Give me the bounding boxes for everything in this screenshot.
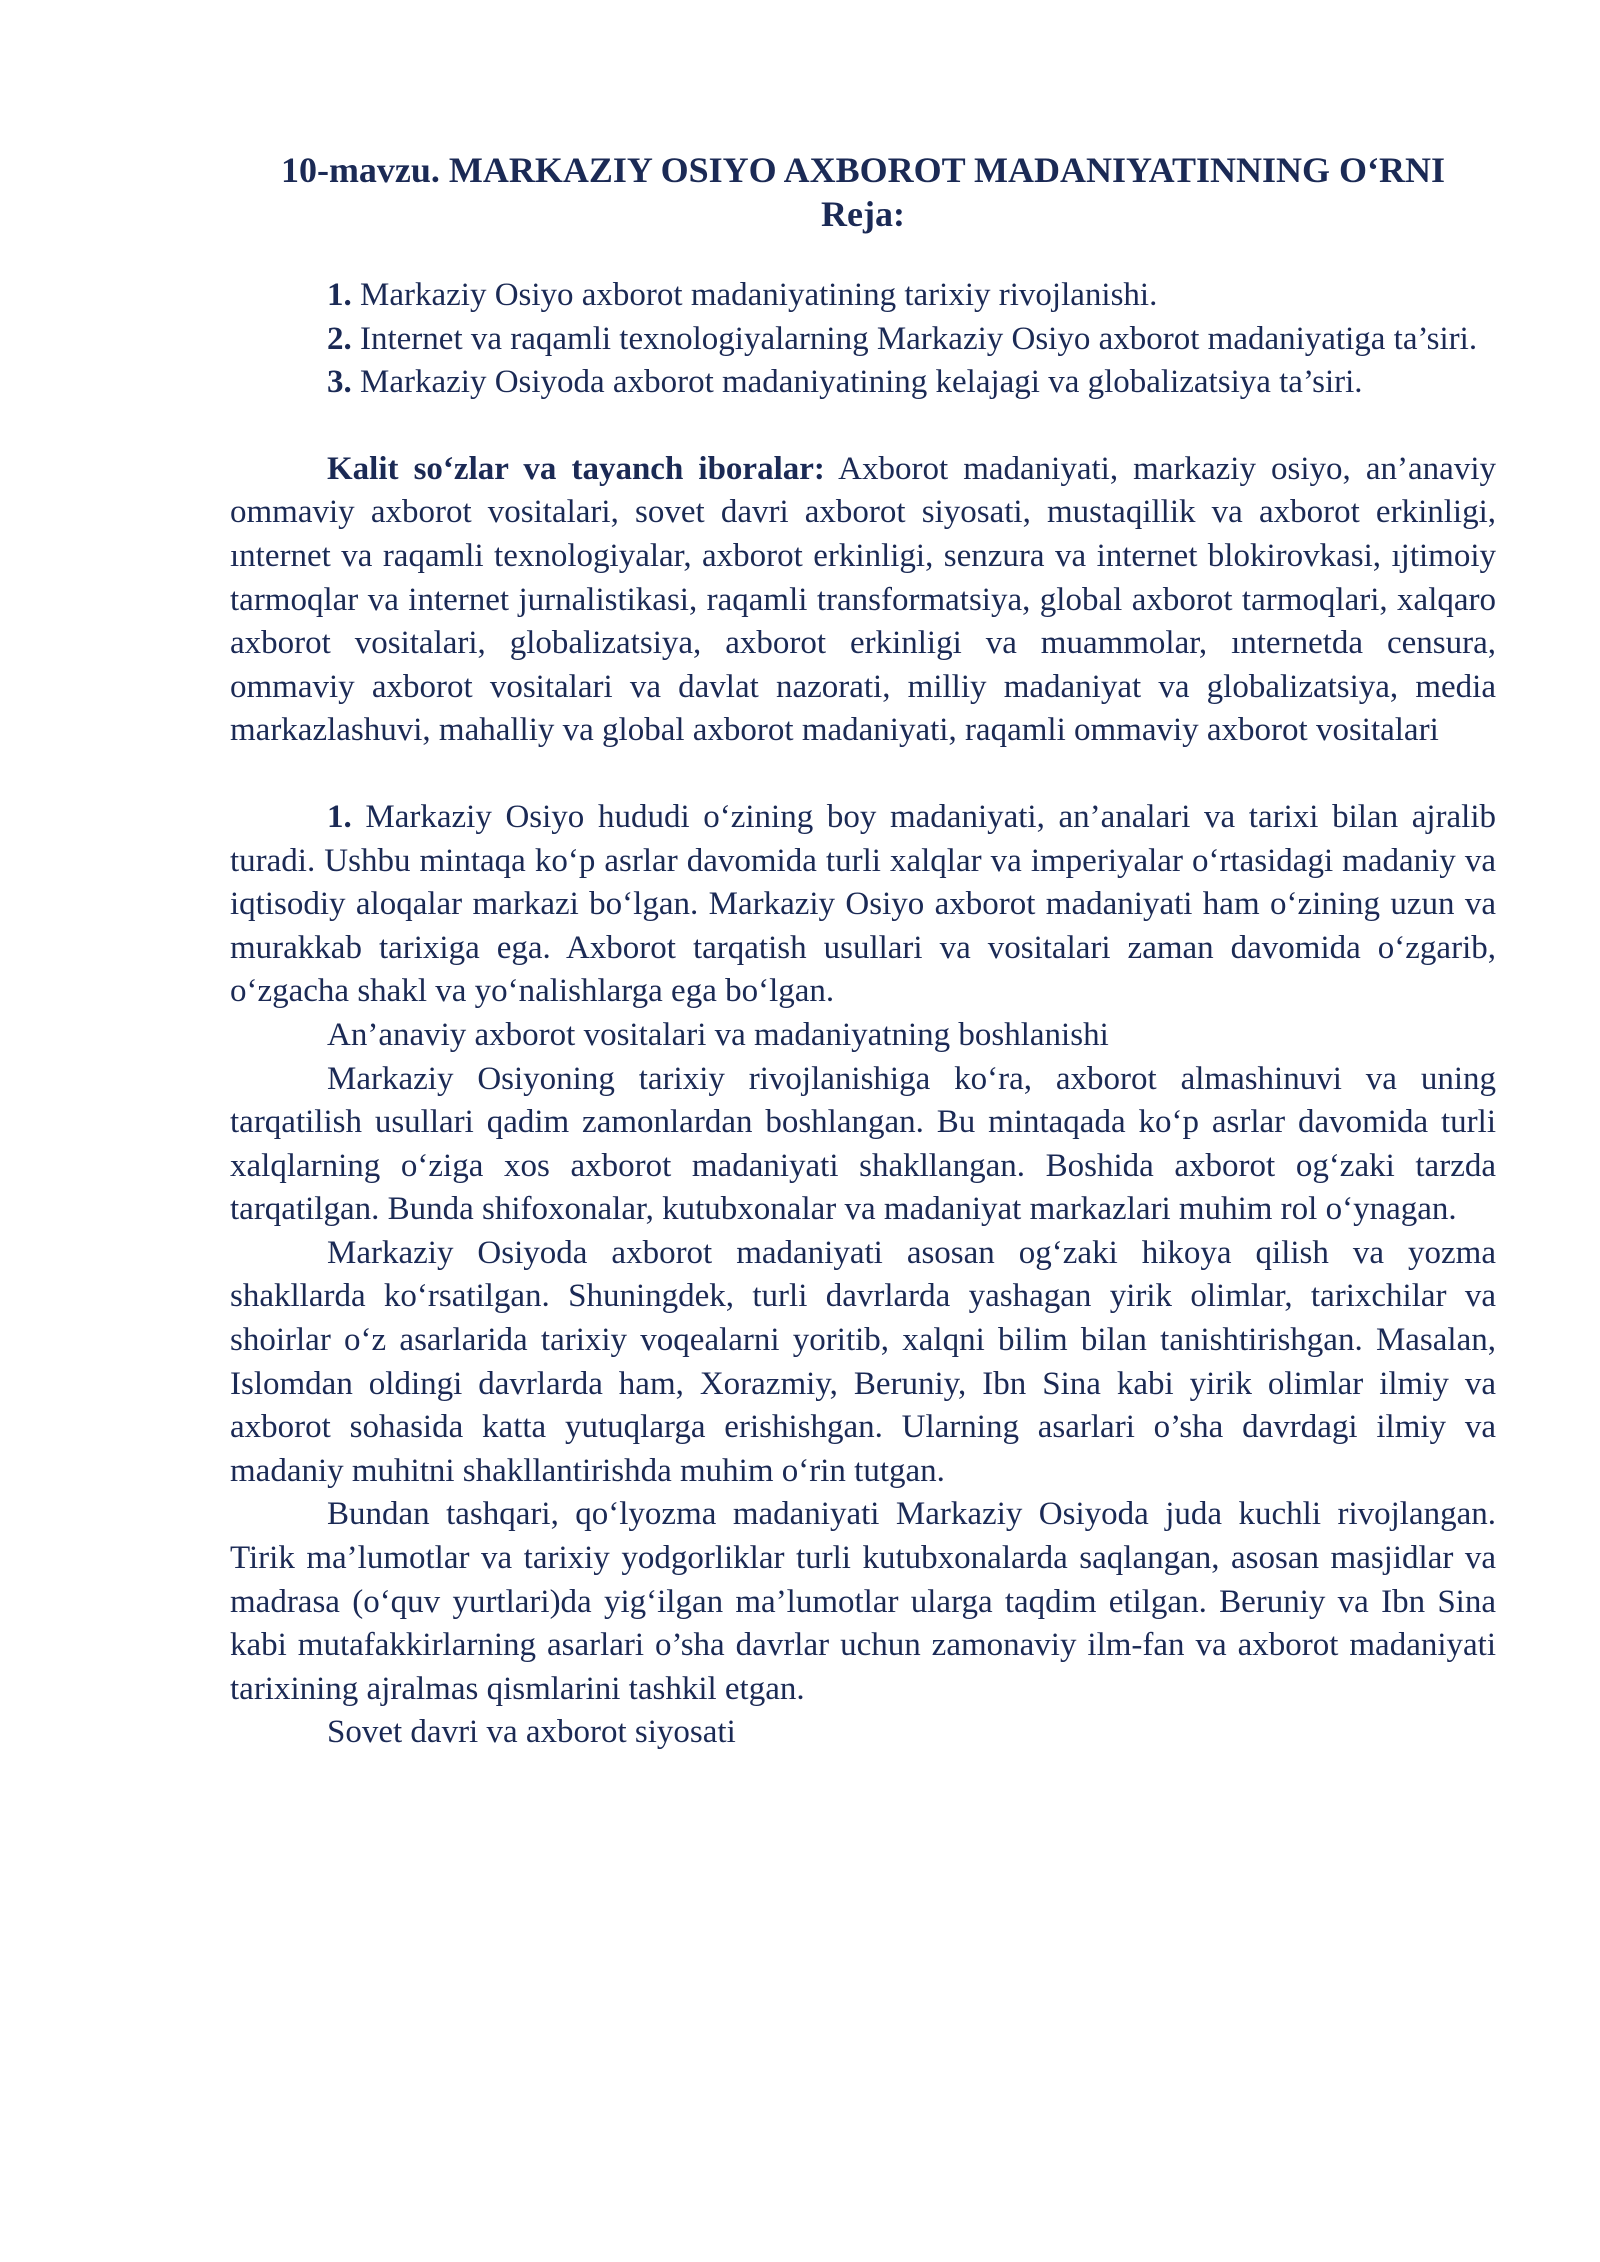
plan-item-text: Markaziy Osiyo axborot madaniyatining tarixiy rivojlanishi. (351, 277, 1158, 313)
keywords-text: Axborot madaniyati, markaziy osiyo, an’anaviy ommaviy axborot vositalari, sovet davri axborot siyosati, mustaqillik va axborot erkinligi, ınternet va raqamli texnologiyalar, axborot erkinligi, senzura va internet blokirovkasi, ıjtimoiy tarmoqlar va internet jurnalistikasi, raqamli transformatsiya, global axborot tarmoqlari, xalqaro axborot vositalari, globalizatsiya, axborot erkinligi va muammolar, ınternetda censura, ommaviy axborot vositalari va davlat nazorati, milliy madaniyat va globalizatsiya, media markazlashuvi, mahalliy va global axborot madaniyati, raqamli ommaviy axborot vositalari (230, 450, 1496, 749)
plan-item-text: Internet va raqamli texnologiyalarning Markaziy Osiyo axborot madaniyatiga ta’siri. (351, 320, 1478, 357)
spacer (230, 405, 1496, 448)
body-paragraph: Markaziy Osiyoda axborot madaniyati asosan og‘zaki hikoya qilish va yozma shakllarda ko‘rsatilgan. Shuningdek, turli davrlarda yashagan yirik olimlar, tarixchilar va shoirlar o‘z asarlarida tarixiy voqealarni yoritib, xalqni bilim bilan tanishtirishgan. Masalan, Islomdan oldingi davrlarda ham, Xorazmiy, Beruniy, Ibn Sina kabi yirik olimlar ilmiy va axborot sohasida katta yutuqlarga erishishgan. Ularning asarlari o’sha davrdagi ilmiy va madaniy muhitni shakllantirishda muhim o‘rin tutgan. (230, 1234, 1496, 1489)
plan-item-number: 1. (327, 277, 352, 313)
document-page (230, 148, 1496, 1755)
keywords-label: Kalit so‘zlar va tayanch iboralar: (327, 450, 825, 487)
spacer (230, 753, 1496, 796)
plan-item-3 (230, 361, 1496, 405)
plan-heading: Reja: (821, 194, 905, 234)
plan-item-text: Markaziy Osiyoda axborot madaniyatining kelajagi va globalizatsiya ta’siri. (351, 364, 1363, 401)
plan-item-number: 2. (327, 320, 352, 357)
plan-item-number: 3. (327, 364, 352, 401)
plan-list (230, 274, 1496, 405)
document-title: 10-mavzu. MARKAZIY OSIYO AXBOROT MADANIYATINNING O‘RNI (280, 150, 1446, 190)
subheading-soviet-period: Sovet davri va axborot siyosati (327, 1714, 736, 1751)
section-number: 1. (327, 798, 352, 835)
section-intro-text: Markaziy Osiyo hududi o‘zining boy madaniyati, an’analari va tarixi bilan ajralib turadi. Ushbu mintaqa ko‘p asrlar davomida turli xalqlar va imperiyalar o‘rtasidagi madaniy va iqtisodiy aloqalar markazi bo‘lgan. Markaziy Osiyo axborot madaniyati ham o‘zining uzun va murakkab tarixiga ega. Axborot tarqatish usullari va vositalari zaman davomida o‘zgarib, o‘zgacha shakl va yo‘nalishlarga ega bo‘lgan. (230, 798, 1496, 1010)
subheading-traditional-media: An’anaviy axborot vositalari va madaniyatning boshlanishi (327, 1016, 1109, 1053)
plan-item-2 (230, 318, 1496, 362)
plan-item-1 (230, 274, 1496, 318)
body-paragraph: Bundan tashqari, qo‘lyozma madaniyati Markaziy Osiyoda juda kuchli rivojlangan. Tirik ma’lumotlar va tarixiy yodgorliklar turli kutubxonalarda saqlangan, asosan masjidlar va madrasa (o‘quv yurtlari)da yig‘ilgan ma’lumotlar ularga taqdim etilgan. Beruniy va Ibn Sina kabi mutafakkirlarning asarlari o’sha davrlar uchun zamonaviy ilm-fan va axborot madaniyati tarixining ajralmas qismlarini tashkil etgan. (230, 1496, 1496, 1707)
body-paragraph: Markaziy Osiyoning tarixiy rivojlanishiga ko‘ra, axborot almashinuvi va uning tarqatilish usullari qadim zamonlardan boshlangan. Bu mintaqada ko‘p asrlar davomida turli xalqlarning o‘ziga xos axborot madaniyati shakllangan. Boshida axborot og‘zaki tarzda tarqatilgan. Bunda shifoxonalar, kutubxonalar va madaniyat markazlari muhim rol o‘ynagan. (230, 1060, 1496, 1228)
section-intro-paragraph (230, 796, 1496, 1014)
keywords-paragraph (230, 448, 1496, 753)
